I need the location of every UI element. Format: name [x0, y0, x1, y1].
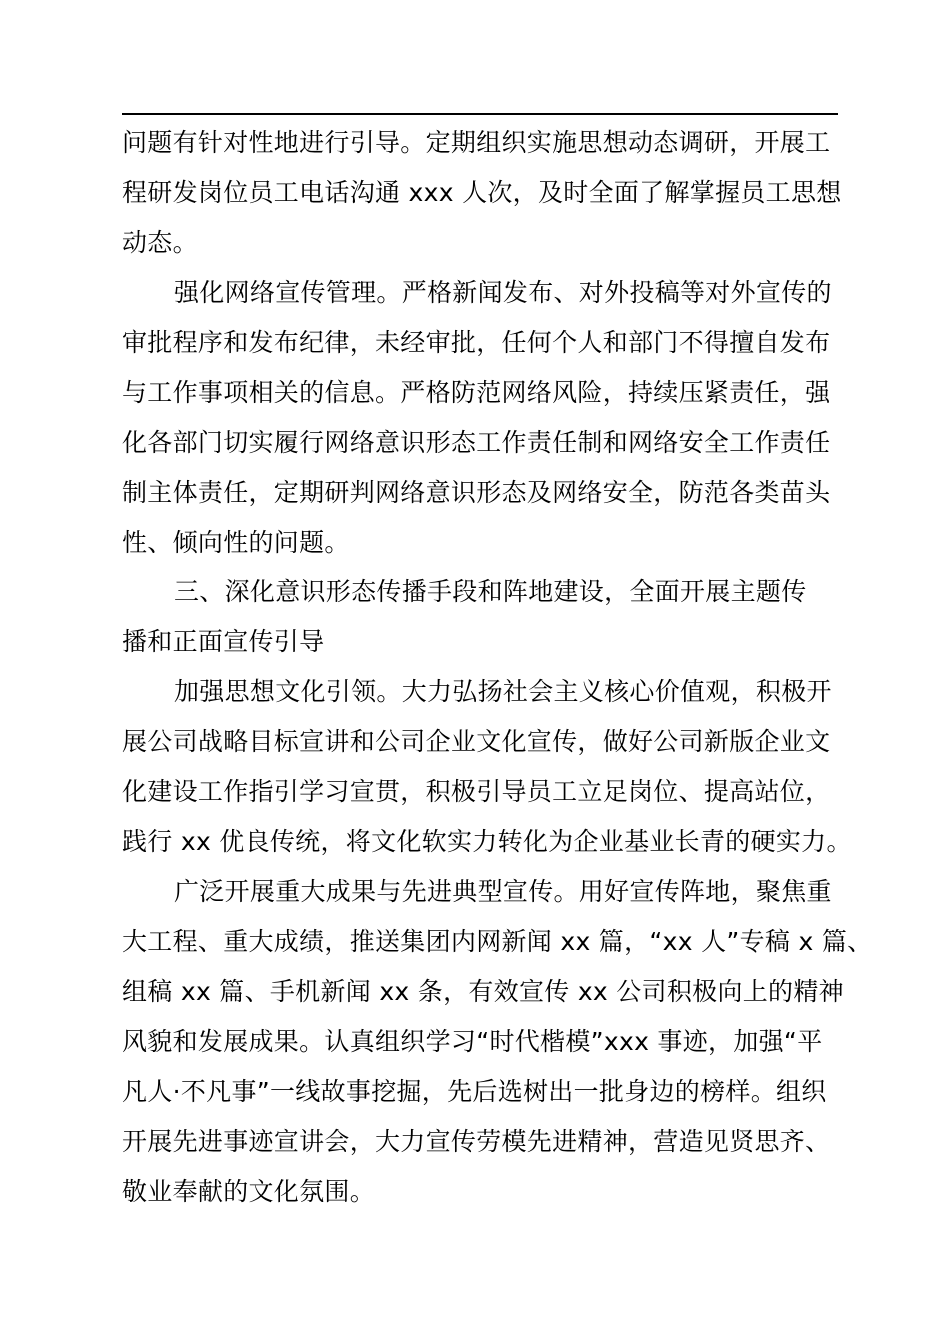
paragraph-line: 风貌和发展成果。认真组织学习“时代楷模”xxx 事迹，加强“平: [122, 1027, 823, 1056]
paragraph-line: 加强思想文化引领。大力弘扬社会主义核心价值观，积极开: [174, 677, 832, 706]
paragraph-line: 性、倾向性的问题。: [122, 528, 350, 557]
paragraph-line: 化各部门切实履行网络意识形态工作责任制和网络安全工作责任: [122, 428, 831, 457]
paragraph-line: 化建设工作指引学习宣贯，积极引导员工立足岗位、提高站位，: [122, 777, 831, 806]
paragraph-line: 践行 xx 优良传统，将文化软实力转化为企业基业长青的硬实力。: [122, 827, 852, 856]
paragraph-line: 广泛开展重大成果与先进典型宣传。用好宣传阵地，聚焦重: [174, 877, 832, 906]
paragraph-line: 程研发岗位员工电话沟通 xxx 人次，及时全面了解掌握员工思想: [122, 178, 842, 207]
paragraph-line: 敬业奉献的文化氛围。: [122, 1177, 376, 1206]
paragraph-line: 凡人·不凡事”一线故事挖掘，先后选树出一批身边的榜样。组织: [122, 1077, 827, 1106]
paragraph-line: 强化网络宣传管理。严格新闻发布、对外投稿等对外宣传的: [174, 278, 832, 307]
header-rule: [122, 113, 838, 115]
paragraph-line: 制主体责任，定期研判网络意识形态及网络安全，防范各类苗头: [122, 478, 831, 507]
section-heading-line: 三、深化意识形态传播手段和阵地建设，全面开展主题传: [174, 577, 807, 606]
paragraph-line: 审批程序和发布纪律，未经审批，任何个人和部门不得擅自发布: [122, 328, 831, 357]
paragraph-line: 大工程、重大成绩，推送集团内网新闻 xx 篇，“xx 人”专稿 x 篇、: [122, 927, 873, 956]
section-heading-line: 播和正面宣传引导: [122, 627, 325, 656]
paragraph-line: 问题有针对性地进行引导。定期组织实施思想动态调研，开展工: [122, 128, 831, 157]
paragraph-line: 展公司战略目标宣讲和公司企业文化宣传，做好公司新版企业文: [122, 727, 831, 756]
paragraph-line: 开展先进事迹宣讲会，大力宣传劳模先进精神，营造见贤思齐、: [122, 1127, 831, 1156]
paragraph-line: 动态。: [122, 228, 198, 257]
paragraph-line: 组稿 xx 篇、手机新闻 xx 条，有效宣传 xx 公司积极向上的精神: [122, 977, 844, 1006]
paragraph-line: 与工作事项相关的信息。严格防范网络风险，持续压紧责任，强: [122, 378, 831, 407]
